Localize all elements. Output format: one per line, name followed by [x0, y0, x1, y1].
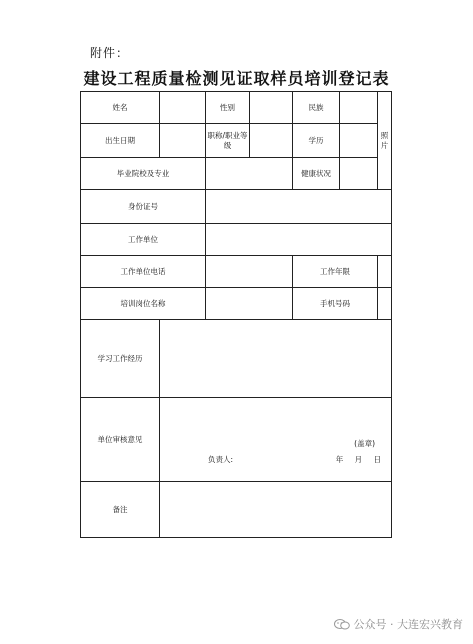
remarks-value-cell: [160, 482, 392, 538]
education-label: 学历: [293, 124, 340, 158]
education-value-cell: [340, 124, 378, 158]
mobile-value-cell: [378, 288, 392, 320]
wechat-icon: [334, 619, 350, 630]
name-label: 姓名: [81, 92, 160, 124]
work-years-label: 工作年限: [293, 256, 378, 288]
remarks-label: 备注: [81, 482, 160, 538]
title-grade-label: 职称/职业等级: [206, 124, 250, 158]
school-major-value-cell: [206, 158, 293, 190]
work-unit-label: 工作单位: [81, 224, 206, 256]
seal-text: (盖章): [354, 439, 375, 449]
photo-cell: 照片: [378, 92, 392, 190]
registration-form-table: [80, 91, 392, 538]
id-number-value-cell: [206, 190, 392, 224]
work-years-value-cell: [378, 256, 392, 288]
watermark: [334, 616, 464, 632]
training-position-value-cell: [206, 288, 293, 320]
unit-opinion-label: 单位审核意见: [81, 398, 160, 482]
form-title: 建设工程质量检测见证取样员培训登记表: [83, 69, 390, 88]
watermark-text: 公众号 · 大连宏兴教育: [353, 618, 463, 631]
health-label: 健康状况: [293, 158, 340, 190]
history-label: 学习工作经历: [81, 320, 160, 398]
history-value-cell: [160, 320, 392, 398]
training-position-label: 培训岗位名称: [81, 288, 206, 320]
unit-phone-label: 工作单位电话: [81, 256, 206, 288]
date-label: 年 月 日: [335, 455, 381, 465]
unit-phone-value-cell: [206, 256, 293, 288]
title-grade-value-cell: [250, 124, 293, 158]
unit-opinion-value-cell: [160, 398, 392, 482]
work-unit-value-cell: [206, 224, 392, 256]
birth-date-value-cell: [160, 124, 206, 158]
attachment-label: 附件：: [90, 46, 130, 60]
gender-value-cell: [250, 92, 293, 124]
school-major-label: 毕业院校及专业: [81, 158, 206, 190]
ethnicity-value-cell: [340, 92, 378, 124]
mobile-label: 手机号码: [293, 288, 378, 320]
health-value-cell: [340, 158, 378, 190]
id-number-label: 身份证号: [81, 190, 206, 224]
ethnicity-label: 民族: [293, 92, 340, 124]
responsible-person-label: 负责人:: [208, 455, 234, 465]
birth-date-label: 出生日期: [81, 124, 160, 158]
name-value-cell: [160, 92, 206, 124]
gender-label: 性别: [206, 92, 250, 124]
